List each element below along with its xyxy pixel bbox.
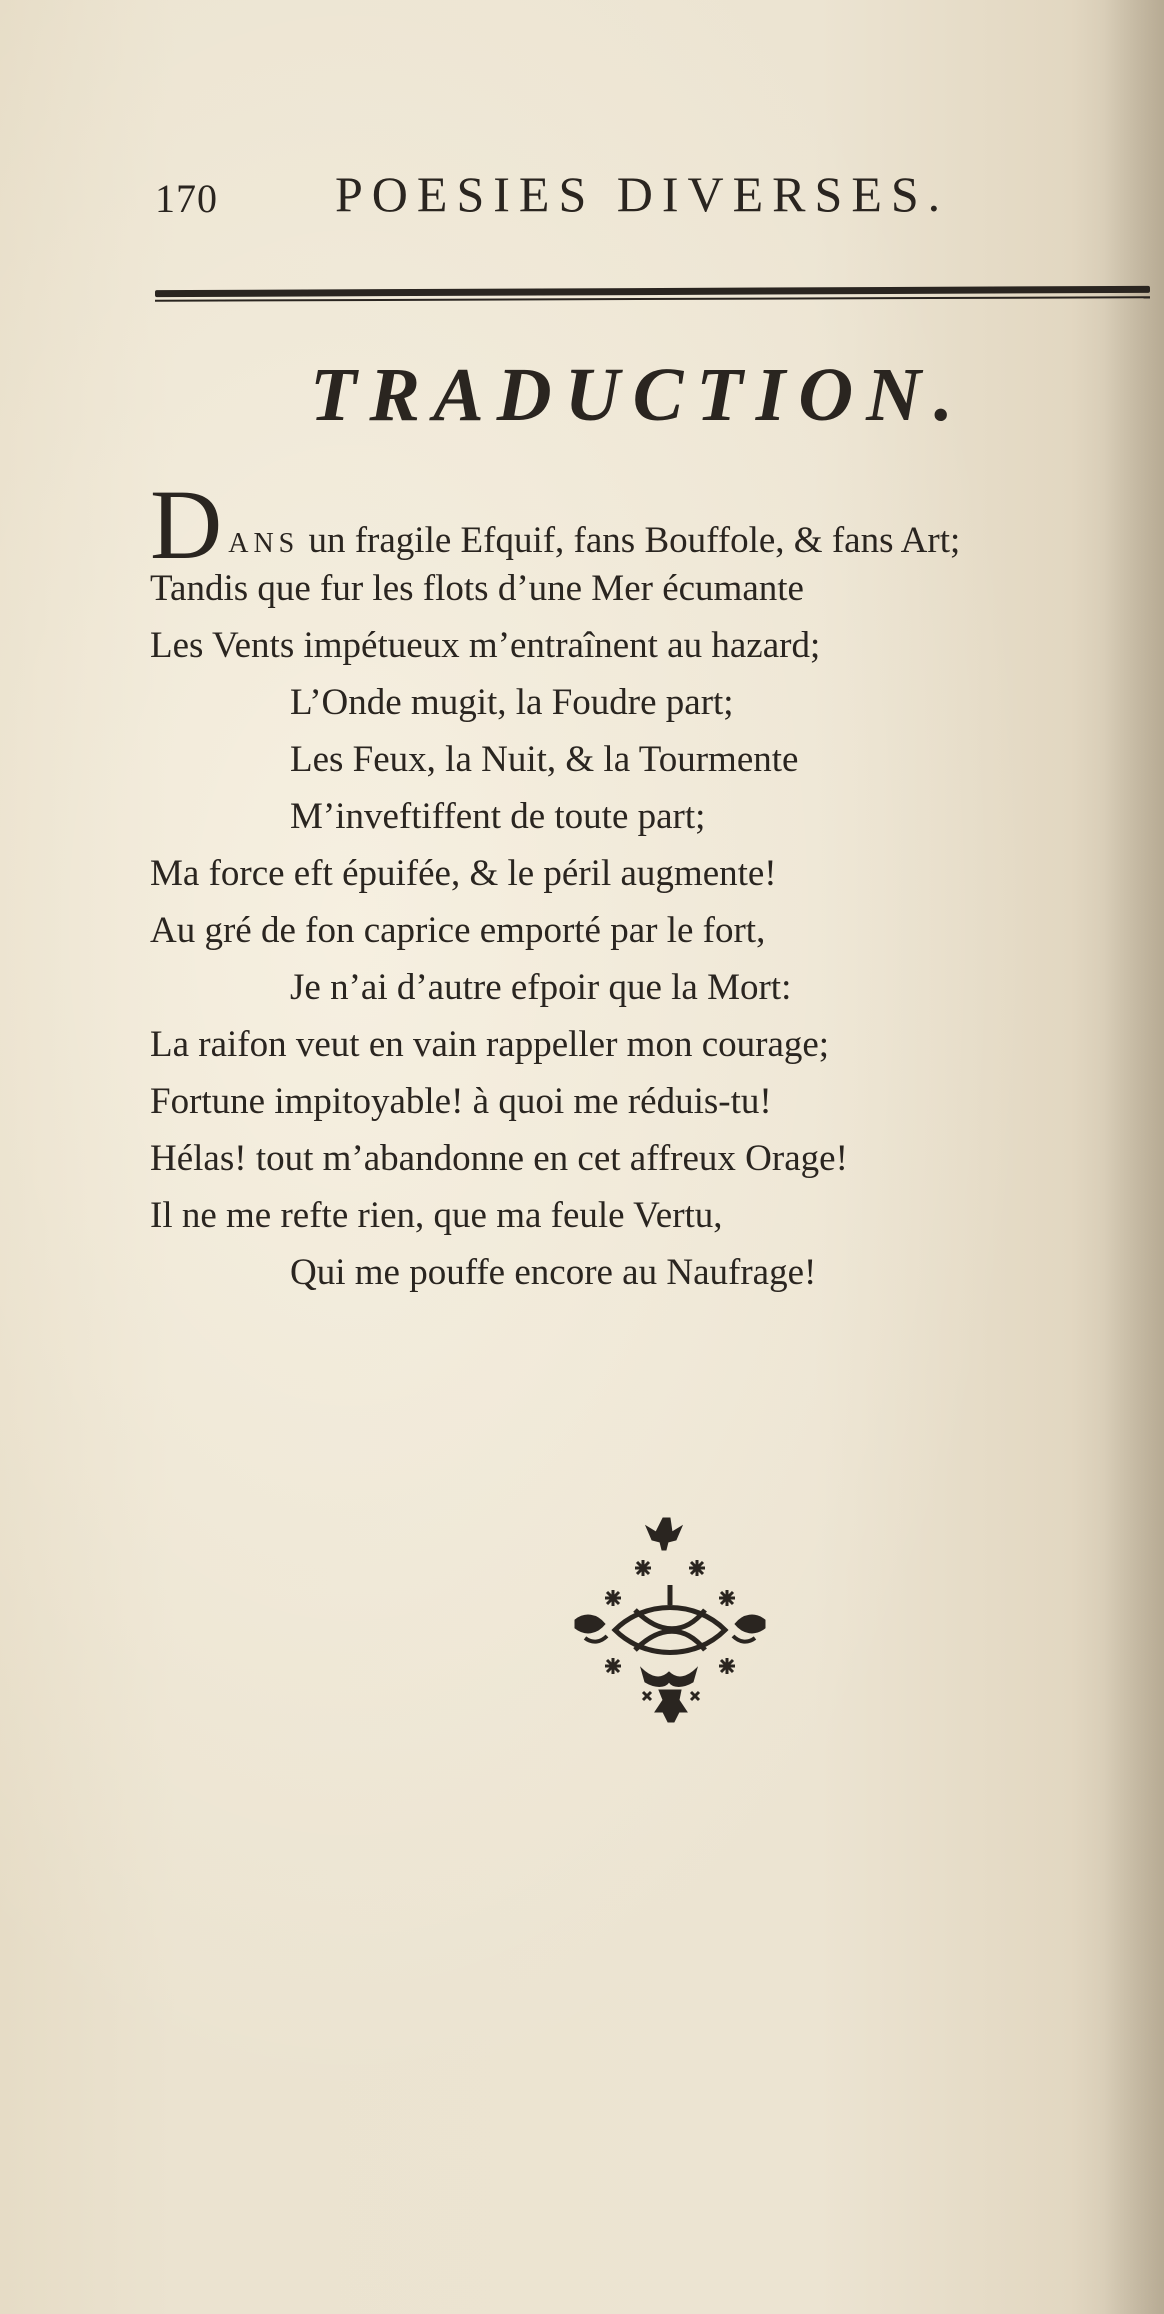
first-word-caps: ANS xyxy=(228,528,300,559)
poem-line: Je n’ai d’autre efpoir que la Mort: xyxy=(290,967,792,1008)
poem-line: Tandis que fur les flots d’une Mer écumante xyxy=(150,568,804,609)
poem-line: Ma force eft épuifée, & le péril augmente! xyxy=(150,853,777,894)
poem-line: Les Feux, la Nuit, & la Tourmente xyxy=(290,739,799,780)
poem-line: Fortune impitoyable! à quoi me réduis-tu! xyxy=(150,1081,772,1122)
poem-line: Les Vents impétueux m’entraînent au hazard; xyxy=(150,625,821,666)
poem-line: Il ne me refte rien, que ma feule Vertu, xyxy=(150,1195,723,1236)
poem-line: M’inveftiffent de toute part; xyxy=(290,796,706,837)
poem-line: Au gré de fon caprice emporté par le fort, xyxy=(150,910,766,951)
fleuron-ornament-icon xyxy=(545,1510,795,1750)
poem-line: L’Onde mugit, la Foudre part; xyxy=(290,682,734,723)
first-line-text: un fragile Efquif, fans Bouffole, & fans Art; xyxy=(299,520,961,561)
header-rule-thin xyxy=(155,296,1150,301)
poem-line: Hélas! tout m’abandonne en cet affreux Orage! xyxy=(150,1138,848,1179)
poem xyxy=(150,469,1160,1301)
poem-line: La raifon veut en vain rappeller mon courage; xyxy=(150,1024,830,1065)
page-number: 170 xyxy=(155,176,218,221)
section-title: TRADUCTION. xyxy=(310,353,967,437)
header-rule-thick xyxy=(155,286,1150,297)
running-title: POESIES DIVERSES. xyxy=(335,166,950,222)
drop-cap: D xyxy=(150,469,223,580)
poem-line: Qui me pouffe encore au Naufrage! xyxy=(290,1252,817,1293)
running-head xyxy=(155,165,1055,235)
poem-line-1 xyxy=(150,469,1160,580)
